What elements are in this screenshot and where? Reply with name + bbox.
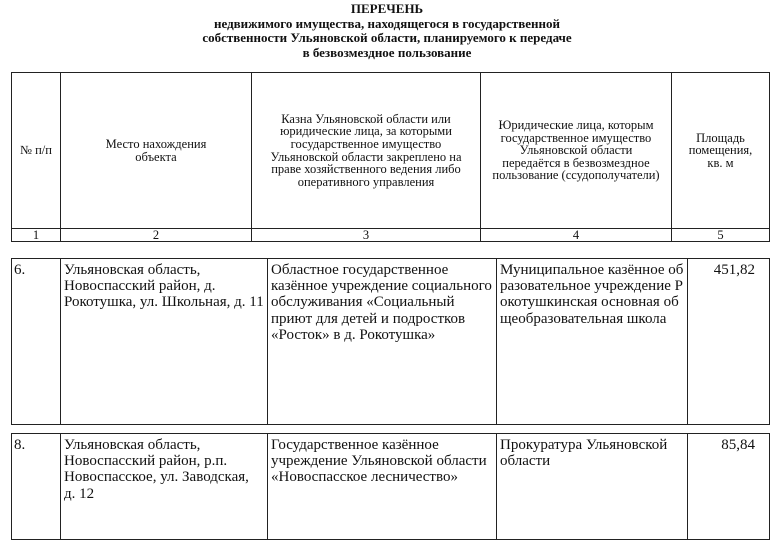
row-number: 8.: [12, 434, 61, 540]
document-subtitle-line2: собственности Ульяновской области, планируемого к передаче: [202, 30, 572, 45]
table-row: [11, 433, 770, 540]
row-recipient: Прокуратура Ульяновской области: [497, 434, 688, 540]
row-recipient: Муниципальное казённое образовательное учреждение Рокотушкинская основная общеобразовательная школа: [497, 259, 688, 425]
column-number: 3: [252, 229, 481, 242]
row-location: Ульяновская область, Новоспасский район, д. Рокотушка, ул. Школьная, д. 11: [61, 259, 268, 425]
table-row: [11, 258, 770, 425]
header-num: № п/п: [12, 73, 61, 229]
row-holder: Областное государственное казённое учреждение социального обслуживания «Социальный приют для детей и подростков «Росток» в д. Рокотушка»: [268, 259, 497, 425]
header-recipient: Юридические лица, которым государственное имущество Ульяновской области передаётся в безвозмездное пользование (ссудополучатели): [481, 73, 672, 229]
column-number: 5: [672, 229, 770, 242]
row-number: 6.: [12, 259, 61, 425]
row-area: 85,84: [688, 434, 770, 540]
header-row: [12, 73, 770, 229]
row-holder: Государственное казённое учреждение Ульяновской области «Новоспасское лесничество»: [268, 434, 497, 540]
column-number: 1: [12, 229, 61, 242]
column-number: 2: [61, 229, 252, 242]
header-holder: Казна Ульяновской области или юридические лица, за которыми государственное имущество Ульяновской области закреплено на праве хозяйственного ведения либо оперативного управления: [252, 73, 481, 229]
document-subtitle-line3: в безвозмездное пользование: [302, 44, 472, 60]
document-title: ПЕРЕЧЕНЬ: [350, 1, 424, 16]
row-location: Ульяновская область, Новоспасский район, р.п. Новоспасское, ул. Заводская, д. 12: [61, 434, 268, 540]
row-area: 451,82: [688, 259, 770, 425]
document-title-block: [0, 2, 774, 60]
header-location: Место нахождения объекта: [61, 73, 252, 229]
column-number: 4: [481, 229, 672, 242]
table-header: [11, 72, 770, 242]
header-area: Площадь помещения, кв. м: [672, 73, 770, 229]
document-subtitle-line1: недвижимого имущества, находящегося в государственной: [214, 15, 560, 31]
column-number-row: [12, 229, 770, 242]
